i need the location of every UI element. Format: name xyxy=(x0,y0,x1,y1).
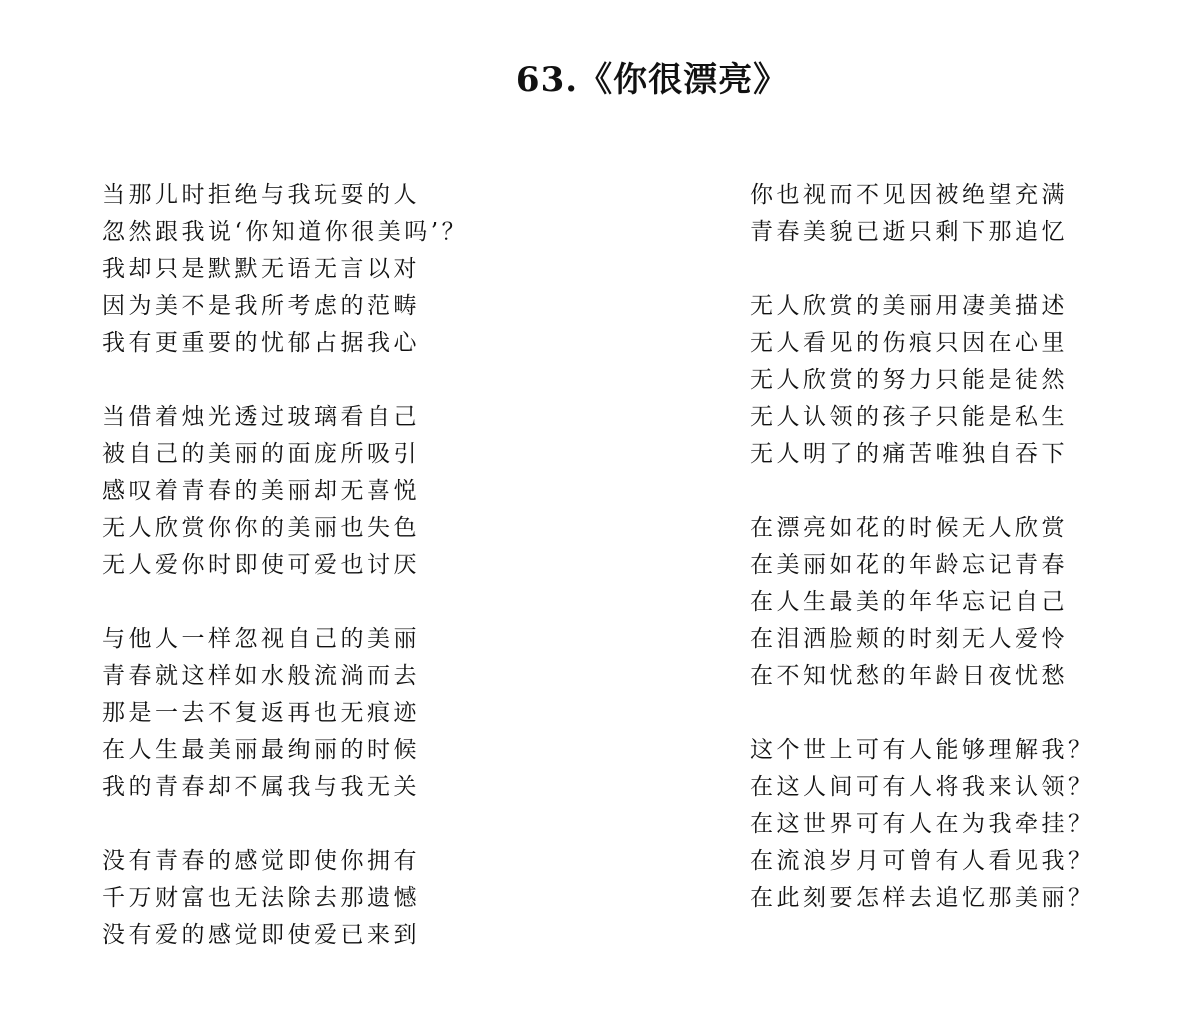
poem-line: 在漂亮如花的时候无人欣赏 xyxy=(750,515,1068,541)
poem-stanza xyxy=(750,735,1150,920)
poem-line: 我却只是默默无语无言以对 xyxy=(102,256,420,282)
poem-line: 在人生最美的年华忘记自己 xyxy=(750,589,1068,615)
poem-line: 你也视而不见因被绝望充满 xyxy=(750,182,1068,208)
poem-stanza xyxy=(102,624,532,809)
poem-line: 没有青春的感觉即使你拥有 xyxy=(102,848,420,874)
poem-line: 那是一去不复返再也无痕迹 xyxy=(102,700,420,726)
poem-line: 忽然跟我说‘你知道你很美吗’？ xyxy=(102,219,469,245)
poem-title: 63.《你很漂亮》 xyxy=(515,60,789,100)
poem-line: 在泪洒脸颊的时刻无人爱怜 xyxy=(750,626,1068,652)
poem-left-column xyxy=(102,180,532,994)
poem-line: 被自己的美丽的面庞所吸引 xyxy=(102,441,420,467)
poem-line: 在不知忧愁的年龄日夜忧愁 xyxy=(750,663,1068,689)
poem-line: 因为美不是我所考虑的范畴 xyxy=(102,293,420,319)
poem-line: 无人欣赏的努力只能是徒然 xyxy=(750,367,1068,393)
poem-line: 无人认领的孩子只能是私生 xyxy=(750,404,1068,430)
poem-line: 在此刻要怎样去追忆那美丽？ xyxy=(750,885,1095,911)
poem-line: 当借着烛光透过玻璃看自己 xyxy=(102,404,420,430)
poem-line: 在人生最美丽最绚丽的时候 xyxy=(102,737,420,763)
poem-stanza xyxy=(750,513,1150,698)
poem-line: 感叹着青春的美丽却无喜悦 xyxy=(102,478,420,504)
poem-line: 与他人一样忽视自己的美丽 xyxy=(102,626,420,652)
poem-line: 千万财富也无法除去那遗憾 xyxy=(102,885,420,911)
poem-stanza xyxy=(102,846,532,957)
poem-line: 这个世上可有人能够理解我？ xyxy=(750,737,1095,763)
poem-line: 在这世界可有人在为我牵挂？ xyxy=(750,811,1095,837)
poem-line: 在这人间可有人将我来认领？ xyxy=(750,774,1095,800)
poem-line: 无人明了的痛苦唯独自吞下 xyxy=(750,441,1068,467)
poem-line: 无人欣赏你你的美丽也失色 xyxy=(102,515,420,541)
poem-line: 青春就这样如水般流淌而去 xyxy=(102,663,420,689)
poem-stanza xyxy=(102,402,532,587)
poem-right-column xyxy=(750,180,1150,957)
poem-stanza xyxy=(102,180,532,365)
poem-line: 无人欣赏的美丽用凄美描述 xyxy=(750,293,1068,319)
poem-line: 无人爱你时即使可爱也讨厌 xyxy=(102,552,420,578)
poem-line: 没有爱的感觉即使爱已来到 xyxy=(102,922,420,948)
poem-line: 我的青春却不属我与我无关 xyxy=(102,774,420,800)
poem-stanza xyxy=(750,180,1150,254)
poem-line: 当那儿时拒绝与我玩耍的人 xyxy=(102,182,420,208)
poem-stanza xyxy=(750,291,1150,476)
poem-line: 在流浪岁月可曾有人看见我？ xyxy=(750,848,1095,874)
poem-line: 我有更重要的忧郁占据我心 xyxy=(102,330,420,356)
poem-line: 青春美貌已逝只剩下那追忆 xyxy=(750,219,1068,245)
poem-line: 无人看见的伤痕只因在心里 xyxy=(750,330,1068,356)
poem-line: 在美丽如花的年龄忘记青春 xyxy=(750,552,1068,578)
